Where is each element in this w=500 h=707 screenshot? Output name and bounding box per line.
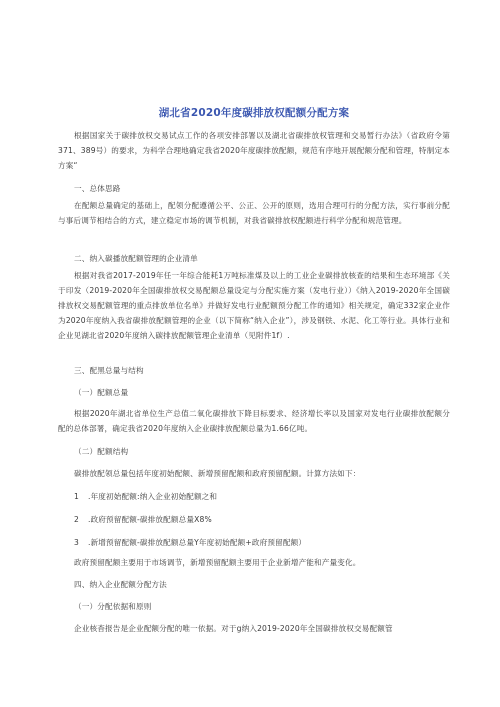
section-4-heading: 四、纳入企业配额分配方法 <box>74 580 167 589</box>
section-4-1-heading: （一）分配依据和原则 <box>74 602 152 611</box>
document-title: 湖北省2020年度碳排放权配额分配方案 <box>158 107 350 119</box>
section-2-paragraph: 根据对我省2017-2019年任一年综合能耗1万吨标准煤及以上的工业企业碳排放核查的结果和生态环境部《关于印发（2019-2020年全国碳排放权交易配额总量设定与分配实施方案（发电行业））《纳入2019-2020年全国碳排放权交易配额管理的重点排放单位名单》并做好发电行业配额预分配工作的通知》相关规定，确定332家企业作为2020年度纳入我省碳排放配额管理的企业（以下简称“纳入企业”），涉及钢铁、水泥、化工等行业。具体行业和企业见湖北省2020年度纳入碳排放配额管理企业清单（见附件1f）. <box>58 271 450 340</box>
section-3-1-heading: （一）配额总量 <box>74 388 129 397</box>
section-3-1-paragraph: 根据2020年湖北省单位生产总值二氧化碳排放下降目标要求、经济增长率以及国家对发电行业碳排放配额分配的总体部署，确定我省2020年度纳入企业碳排放配额总量为1.66亿吨。 <box>58 409 450 433</box>
section-3-2-note: 政府预留配额主要用于市场调节，新增预留配额主要用于企业新增产能和产量变化。 <box>74 558 361 567</box>
formula-line <box>58 512 212 527</box>
section-4-1-paragraph: 企业核杳报告是企业配额分配的唯一依据。对于g纳入2019-2020年全国碳排放权交易配额管 <box>74 624 393 633</box>
formula-line <box>58 535 306 550</box>
section-1-paragraph: 在配额总量确定的基础上，配领分配遵循公平、公正、公开的原则，选用合理可行的分配方法，实行事前分配与事后调节相结合的方式，建立稳定市场的调节机制，对我省碳排放权配额进行科学分配和规范管理。 <box>58 201 450 225</box>
formula-text: .政府预留配额-碳排放配额总量X8% <box>88 515 212 524</box>
section-3-2-paragraph: 碳排放配领总量包括年度初始配额、新增预留配额和政府预留配额。计算方法如下： <box>74 469 361 478</box>
formula-number: 2 <box>74 515 79 524</box>
formula-number: 1 <box>74 492 79 501</box>
section-3-2-heading: （二）配额结构 <box>74 447 129 456</box>
formula-text: .新增预留配额-碳排放配额总量Y年度初始配额+政府预留配额） <box>88 538 307 547</box>
intro-paragraph: 根据国家关于碳排放权交易试点工作的各项安排部署以及湖北省碳排放权管理和交易暂行办法》（省政府令第371、389号）的要求，为科学合理地确定我省2020年度碳排放配额，规范有序地开展配额分配和管理，特制定本方案“ <box>58 131 450 170</box>
formula-number: 3 <box>74 538 79 547</box>
section-3-heading: 三、配黑总量与结构 <box>74 366 144 375</box>
section-1-heading: 一、总体思路 <box>74 184 121 193</box>
formula-text: .年度初始配额:纳入企业初始配额之和 <box>88 492 218 501</box>
section-2-heading: 二、纳入碳播放配额管理的企业清单 <box>74 254 198 263</box>
formula-line <box>58 489 217 504</box>
